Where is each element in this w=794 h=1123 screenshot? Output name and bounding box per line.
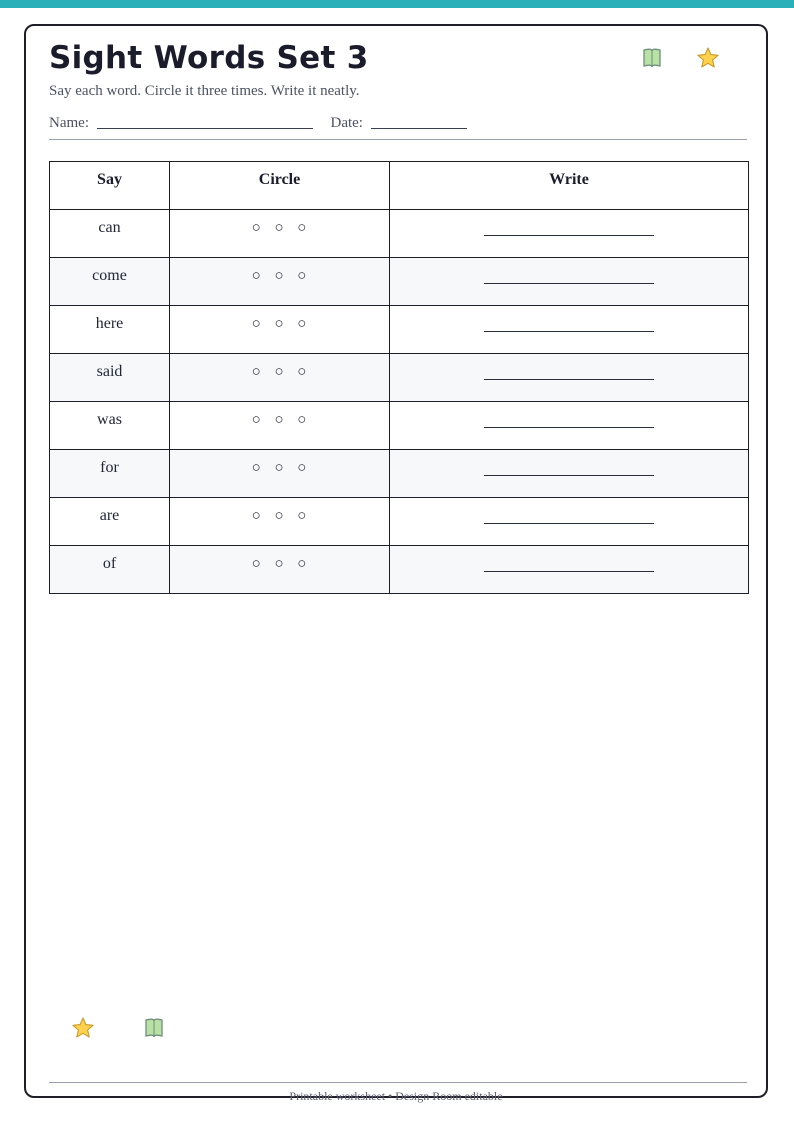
column-header-say: Say <box>50 162 170 210</box>
word-cell: are <box>50 498 170 546</box>
circle-marks[interactable]: ○ ○ ○ <box>251 508 312 524</box>
word-cell: of <box>50 546 170 594</box>
circle-marks[interactable]: ○ ○ ○ <box>251 364 312 380</box>
write-cell <box>390 210 749 258</box>
word-cell: for <box>50 450 170 498</box>
circle-cell <box>170 498 390 546</box>
write-cell <box>390 258 749 306</box>
star-icon <box>71 1016 95 1040</box>
write-line[interactable] <box>484 219 654 236</box>
worksheet-title: Sight Words Set 3 <box>49 40 369 76</box>
write-line[interactable] <box>484 459 654 476</box>
sight-words-table <box>49 161 749 594</box>
circle-cell <box>170 258 390 306</box>
circle-cell <box>170 210 390 258</box>
table-row <box>50 402 749 450</box>
word-cell: can <box>50 210 170 258</box>
word-cell: was <box>50 402 170 450</box>
circle-marks[interactable]: ○ ○ ○ <box>251 412 312 428</box>
write-cell <box>390 402 749 450</box>
date-label: Date: <box>330 115 363 131</box>
name-field[interactable] <box>97 114 313 129</box>
footer-divider <box>49 1082 747 1083</box>
word-cell: here <box>50 306 170 354</box>
table-row <box>50 210 749 258</box>
book-icon <box>640 46 664 70</box>
circle-cell <box>170 306 390 354</box>
header-divider <box>49 139 747 140</box>
column-header-circle: Circle <box>170 162 390 210</box>
write-cell <box>390 498 749 546</box>
write-cell <box>390 354 749 402</box>
star-icon <box>696 46 720 70</box>
circle-marks[interactable]: ○ ○ ○ <box>251 316 312 332</box>
accent-bar <box>0 0 794 8</box>
column-header-write: Write <box>390 162 749 210</box>
write-cell <box>390 306 749 354</box>
footer-text: Printable worksheet • Design Room editable <box>289 1089 503 1103</box>
table-row <box>50 354 749 402</box>
circle-marks[interactable]: ○ ○ ○ <box>251 460 312 476</box>
table-row <box>50 306 749 354</box>
circle-cell <box>170 546 390 594</box>
table-row <box>50 450 749 498</box>
date-field[interactable] <box>371 114 467 129</box>
write-cell <box>390 450 749 498</box>
circle-cell <box>170 450 390 498</box>
circle-cell <box>170 402 390 450</box>
table-header-row <box>50 162 749 210</box>
circle-marks[interactable]: ○ ○ ○ <box>251 220 312 236</box>
circle-cell <box>170 354 390 402</box>
name-label: Name: <box>49 115 89 131</box>
circle-marks[interactable]: ○ ○ ○ <box>251 268 312 284</box>
word-cell: come <box>50 258 170 306</box>
book-icon <box>142 1016 166 1040</box>
table-row <box>50 498 749 546</box>
circle-marks[interactable]: ○ ○ ○ <box>251 556 312 572</box>
write-line[interactable] <box>484 555 654 572</box>
table-row <box>50 546 749 594</box>
name-date-row <box>49 114 467 132</box>
word-cell: said <box>50 354 170 402</box>
write-line[interactable] <box>484 315 654 332</box>
table-row <box>50 258 749 306</box>
instructions: Say each word. Circle it three times. Write it neatly. <box>49 83 360 99</box>
write-cell <box>390 546 749 594</box>
write-line[interactable] <box>484 411 654 428</box>
write-line[interactable] <box>484 363 654 380</box>
worksheet-page <box>24 24 768 1103</box>
write-line[interactable] <box>484 507 654 524</box>
write-line[interactable] <box>484 267 654 284</box>
